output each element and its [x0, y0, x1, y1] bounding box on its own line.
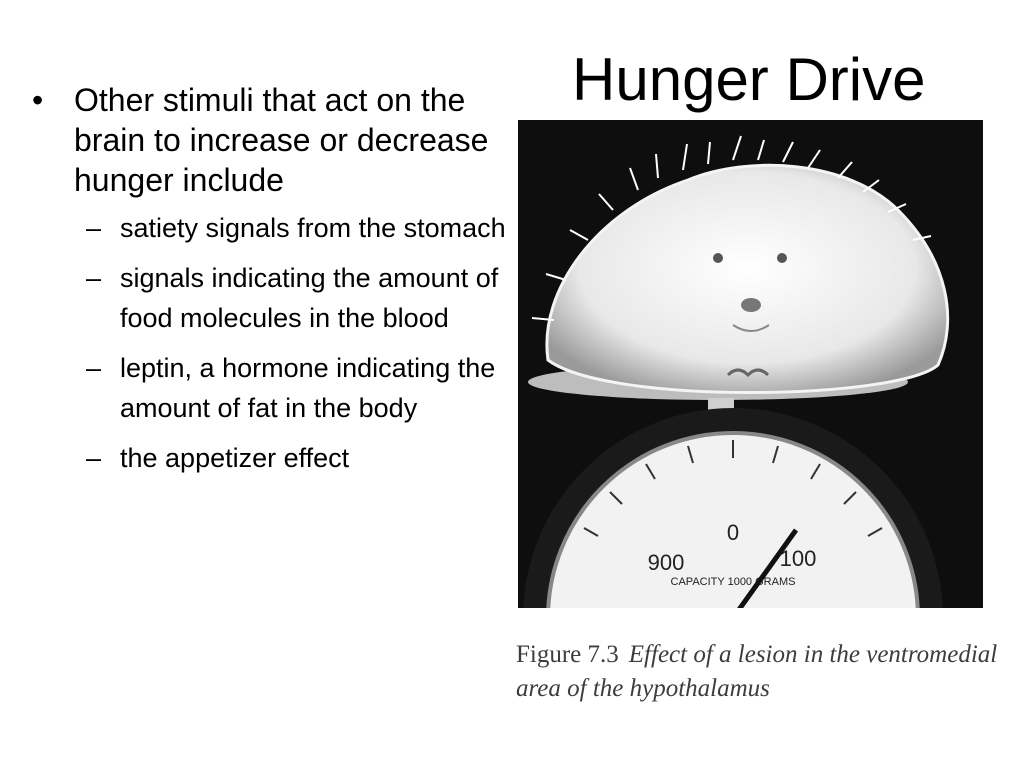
- rat-eye: [713, 253, 723, 263]
- sub-bullet-dash: –: [86, 263, 102, 293]
- rat-on-scale-photo: [518, 120, 983, 608]
- sub-bullet-text: the appetizer effect: [120, 443, 350, 473]
- main-bullet-text: Other stimuli that act on the brain to increase or decrease hunger include: [74, 82, 489, 198]
- rat-eye: [777, 253, 787, 263]
- sub-bullet-text: leptin, a hormone indicating the amount of fat in the body: [120, 353, 496, 423]
- rat-body: [547, 165, 948, 392]
- rat-on-scale-illustration: [518, 120, 983, 608]
- sub-bullet-dash: –: [86, 443, 102, 473]
- bullet-list: [30, 80, 520, 488]
- figure-description: Effect of a lesion in the ventromedial area of the hypothalamus: [516, 641, 998, 702]
- main-bullet: [30, 80, 520, 200]
- sub-bullet: [30, 438, 520, 478]
- sub-bullet: [30, 348, 520, 428]
- sub-bullet-list: [30, 208, 520, 478]
- dial-zero: 0: [726, 520, 740, 545]
- sub-bullet-text: satiety signals from the stomach: [120, 213, 506, 243]
- dial-capacity-label: CAPACITY 1000 GRAMS: [670, 576, 796, 588]
- sub-bullet-text: signals indicating the amount of food molecules in the blood: [120, 263, 499, 333]
- figure-label: Figure 7.3: [516, 641, 619, 668]
- sub-bullet: [30, 258, 520, 338]
- dial-left-reading: 900: [647, 550, 685, 575]
- rat-nose: [741, 298, 761, 312]
- sub-bullet-dash: –: [86, 213, 102, 243]
- sub-bullet: [30, 208, 520, 248]
- sub-bullet-dash: –: [86, 353, 102, 383]
- dial-right-reading: 100: [779, 546, 817, 571]
- figure-caption: [516, 638, 1016, 706]
- bullet-dot: •: [32, 82, 44, 118]
- slide-title: Hunger Drive: [572, 46, 926, 113]
